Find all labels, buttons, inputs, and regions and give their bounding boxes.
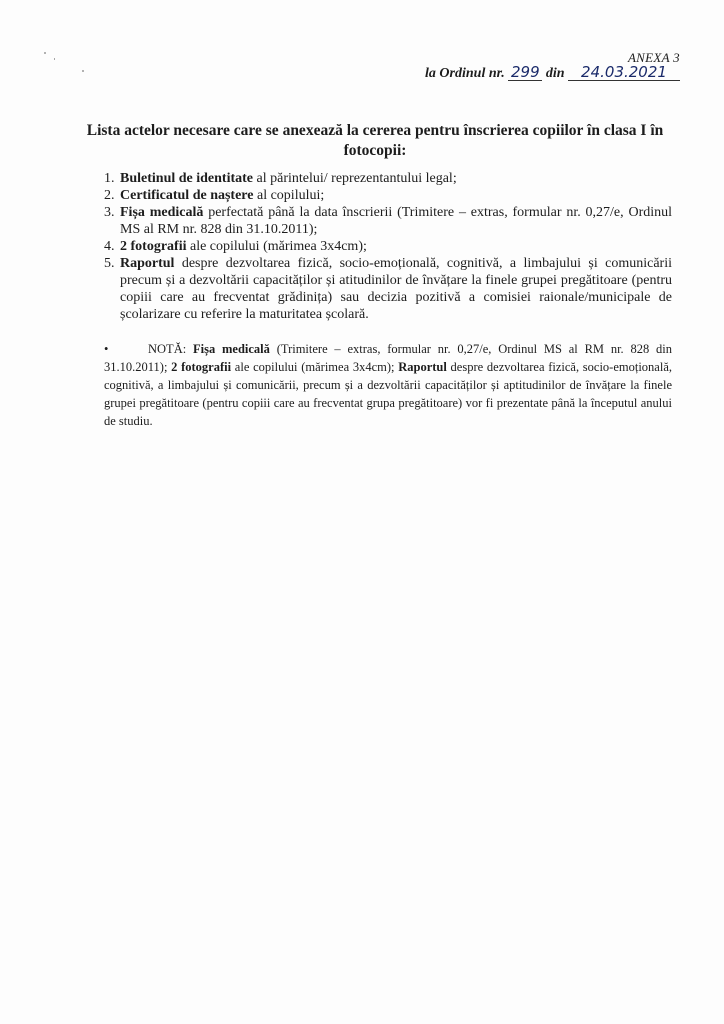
list-item-bold: Raportul	[120, 256, 175, 271]
list-item-bold: Fișa medicală	[120, 205, 204, 220]
order-number-handwritten: 299	[508, 64, 542, 81]
note-bold-photos: 2 fotografii	[171, 360, 232, 374]
annex-label: ANEXA 3	[627, 50, 680, 65]
document-title: Lista actelor necesare care se anexează la cererea pentru înscrierea copiilor în clasa I în fotocopii:	[86, 122, 664, 159]
order-prefix: la Ordinul nr.	[425, 66, 505, 81]
list-item-number: 3.	[104, 205, 115, 220]
note-text: ale copilului (mărimea 3x4cm);	[231, 360, 399, 374]
list-item-number: 5.	[104, 256, 115, 271]
note-text: despre dezvoltarea fizică, socio-emoțională, cognitivă, a limbajului și comunicării, precum și a dezvoltării capacităților și aptitudinilor de învățare la finele grupei pregătitoare (pentru copiii care au frecventat grupa pregătitoare) vor fi prezentate până la începutul anului de studiu.	[104, 360, 673, 428]
list-item	[104, 255, 672, 323]
list-item	[104, 187, 672, 204]
order-reference	[425, 64, 680, 82]
scan-speck	[82, 70, 84, 72]
list-item-text: al copilului;	[253, 188, 325, 203]
note-lead: NOTĂ:	[148, 342, 193, 356]
scan-speck	[44, 52, 46, 54]
list-item-text: ale copilului (mărimea 3x4cm);	[186, 239, 367, 254]
list-item-bold: Certificatul de naștere	[120, 188, 254, 203]
list-item-bold: 2 fotografii	[120, 239, 187, 254]
list-item	[104, 204, 672, 238]
order-mid: din	[545, 66, 565, 81]
note-paragraph	[104, 340, 672, 430]
documents-list	[104, 170, 672, 323]
list-item-number: 1.	[104, 171, 115, 186]
list-item-bold: Buletinul de identitate	[120, 171, 254, 186]
list-item-number: 2.	[104, 188, 115, 203]
order-date-handwritten: 24.03.2021	[568, 64, 680, 81]
note-bullet: •	[104, 342, 109, 356]
list-item	[104, 238, 672, 255]
list-item	[104, 170, 672, 187]
list-item-text: despre dezvoltarea fizică, socio-emoțională, cognitivă, a limbajului și comunicării precum și a dezvoltării capacităților și atitudinilor de învățare la finele grupei pregătitoare (pentru copiii care au frecventat grădinița) sau decizia pozitivă a comisiei raionale/municipale de școlarizare cu referire la maturitatea școlară.	[120, 256, 672, 322]
list-item-number: 4.	[104, 239, 115, 254]
list-item-text: perfectată până la data înscrierii (Trimitere – extras, formular nr. 0,27/e, Ordinul MS al RM nr. 828 din 31.10.2011);	[120, 205, 673, 237]
list-item-text: al părintelui/ reprezentantului legal;	[253, 171, 457, 186]
note-bold-report: Raportul	[398, 360, 447, 374]
note-text: (Trimitere – extras, formular nr. 0,27/e, Ordinul MS al RM nr. 828 din 31.10.2011);	[104, 342, 672, 374]
note-bold-medical: Fișa medicală	[192, 342, 270, 356]
scan-speck	[54, 58, 55, 60]
